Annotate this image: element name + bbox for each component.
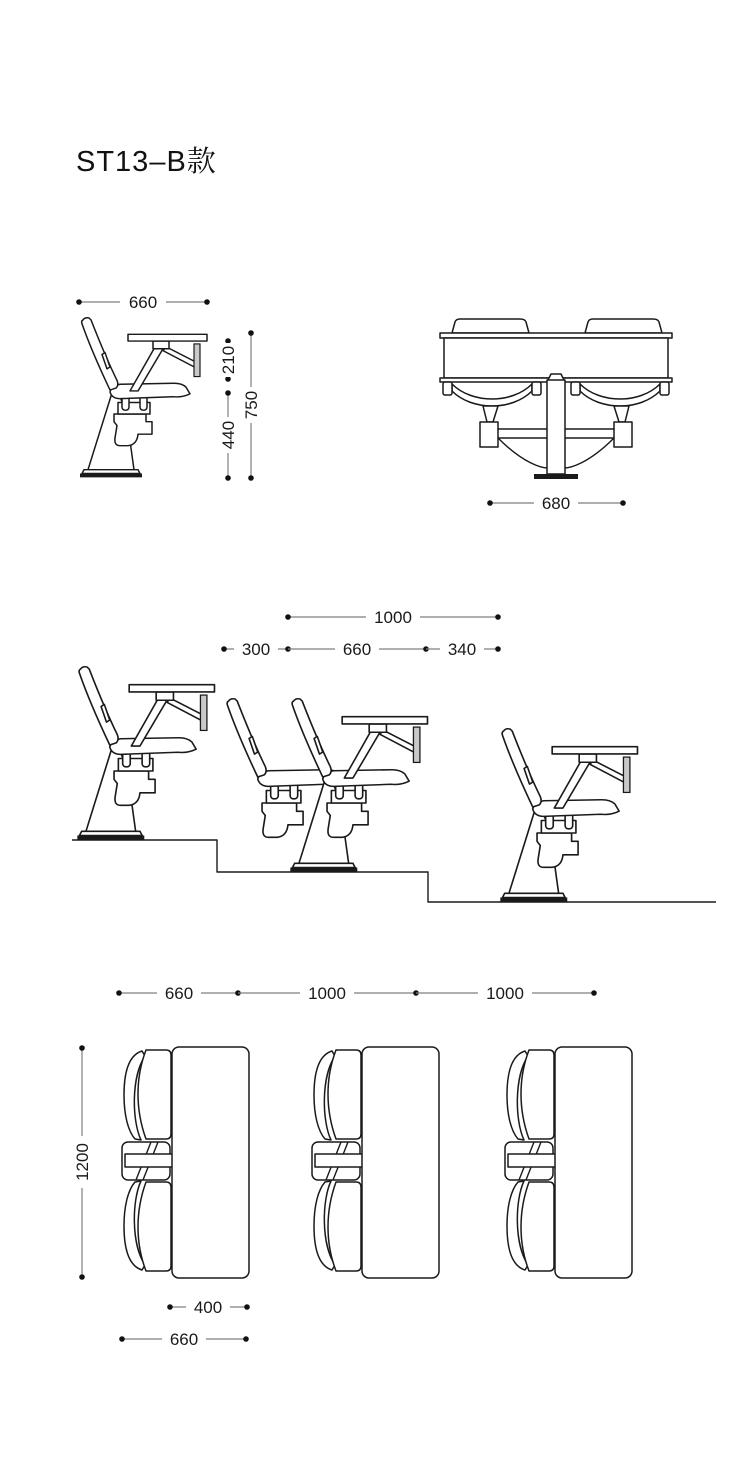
dim-side-width <box>76 293 210 312</box>
side-view <box>76 293 261 481</box>
dim-plan-desk-width <box>167 1298 250 1317</box>
dim-row-unit-width <box>288 640 429 659</box>
seat-right <box>571 382 669 422</box>
dim-plan-unit-width <box>116 984 241 1003</box>
plan-view <box>73 984 632 1349</box>
dim-side-desk-drop <box>219 338 238 382</box>
dim-plan-overall-depth <box>73 1045 92 1280</box>
dim-label: 660 <box>128 293 158 312</box>
front-view <box>440 319 672 513</box>
dim-label: 400 <box>193 1298 223 1317</box>
dim-label: 1000 <box>486 984 524 1003</box>
dim-side-overall-height <box>242 330 261 481</box>
dim-label: 1000 <box>374 608 412 627</box>
dim-label: 340 <box>447 640 477 659</box>
dim-label: 1000 <box>308 984 346 1003</box>
plan-unit-3 <box>505 1047 632 1278</box>
row-chair-1 <box>77 667 214 840</box>
dim-plan-pitch-left <box>238 984 419 1003</box>
row-chair-3 <box>500 729 637 902</box>
dim-label: 660 <box>342 640 372 659</box>
dim-row-front-clearance <box>426 640 501 659</box>
plan-unit-2 <box>312 1047 439 1278</box>
dim-plan-unit-depth <box>119 1330 249 1349</box>
chair-side-profile <box>80 318 207 478</box>
dim-label: 1200 <box>73 1143 92 1181</box>
steps-outline <box>72 840 716 902</box>
dim-plan-pitch-right <box>416 984 597 1003</box>
model-title: ST13–B款 <box>76 146 217 178</box>
dim-label: 680 <box>541 494 571 513</box>
dim-row-pitch <box>285 608 501 627</box>
dim-side-seat-height <box>219 390 238 481</box>
dim-label: 750 <box>242 390 261 420</box>
dim-front-base-width <box>487 494 626 513</box>
dim-label: 210 <box>219 345 238 375</box>
dim-label: 440 <box>219 420 238 450</box>
twin-seat-front <box>440 319 672 479</box>
dim-label: 660 <box>164 984 194 1003</box>
seat-left <box>443 382 541 422</box>
dim-label: 660 <box>169 1330 199 1349</box>
dim-row-rear-clearance <box>221 640 291 659</box>
row-view <box>72 608 716 902</box>
dim-label: 300 <box>241 640 271 659</box>
plan-unit-1 <box>122 1047 249 1278</box>
